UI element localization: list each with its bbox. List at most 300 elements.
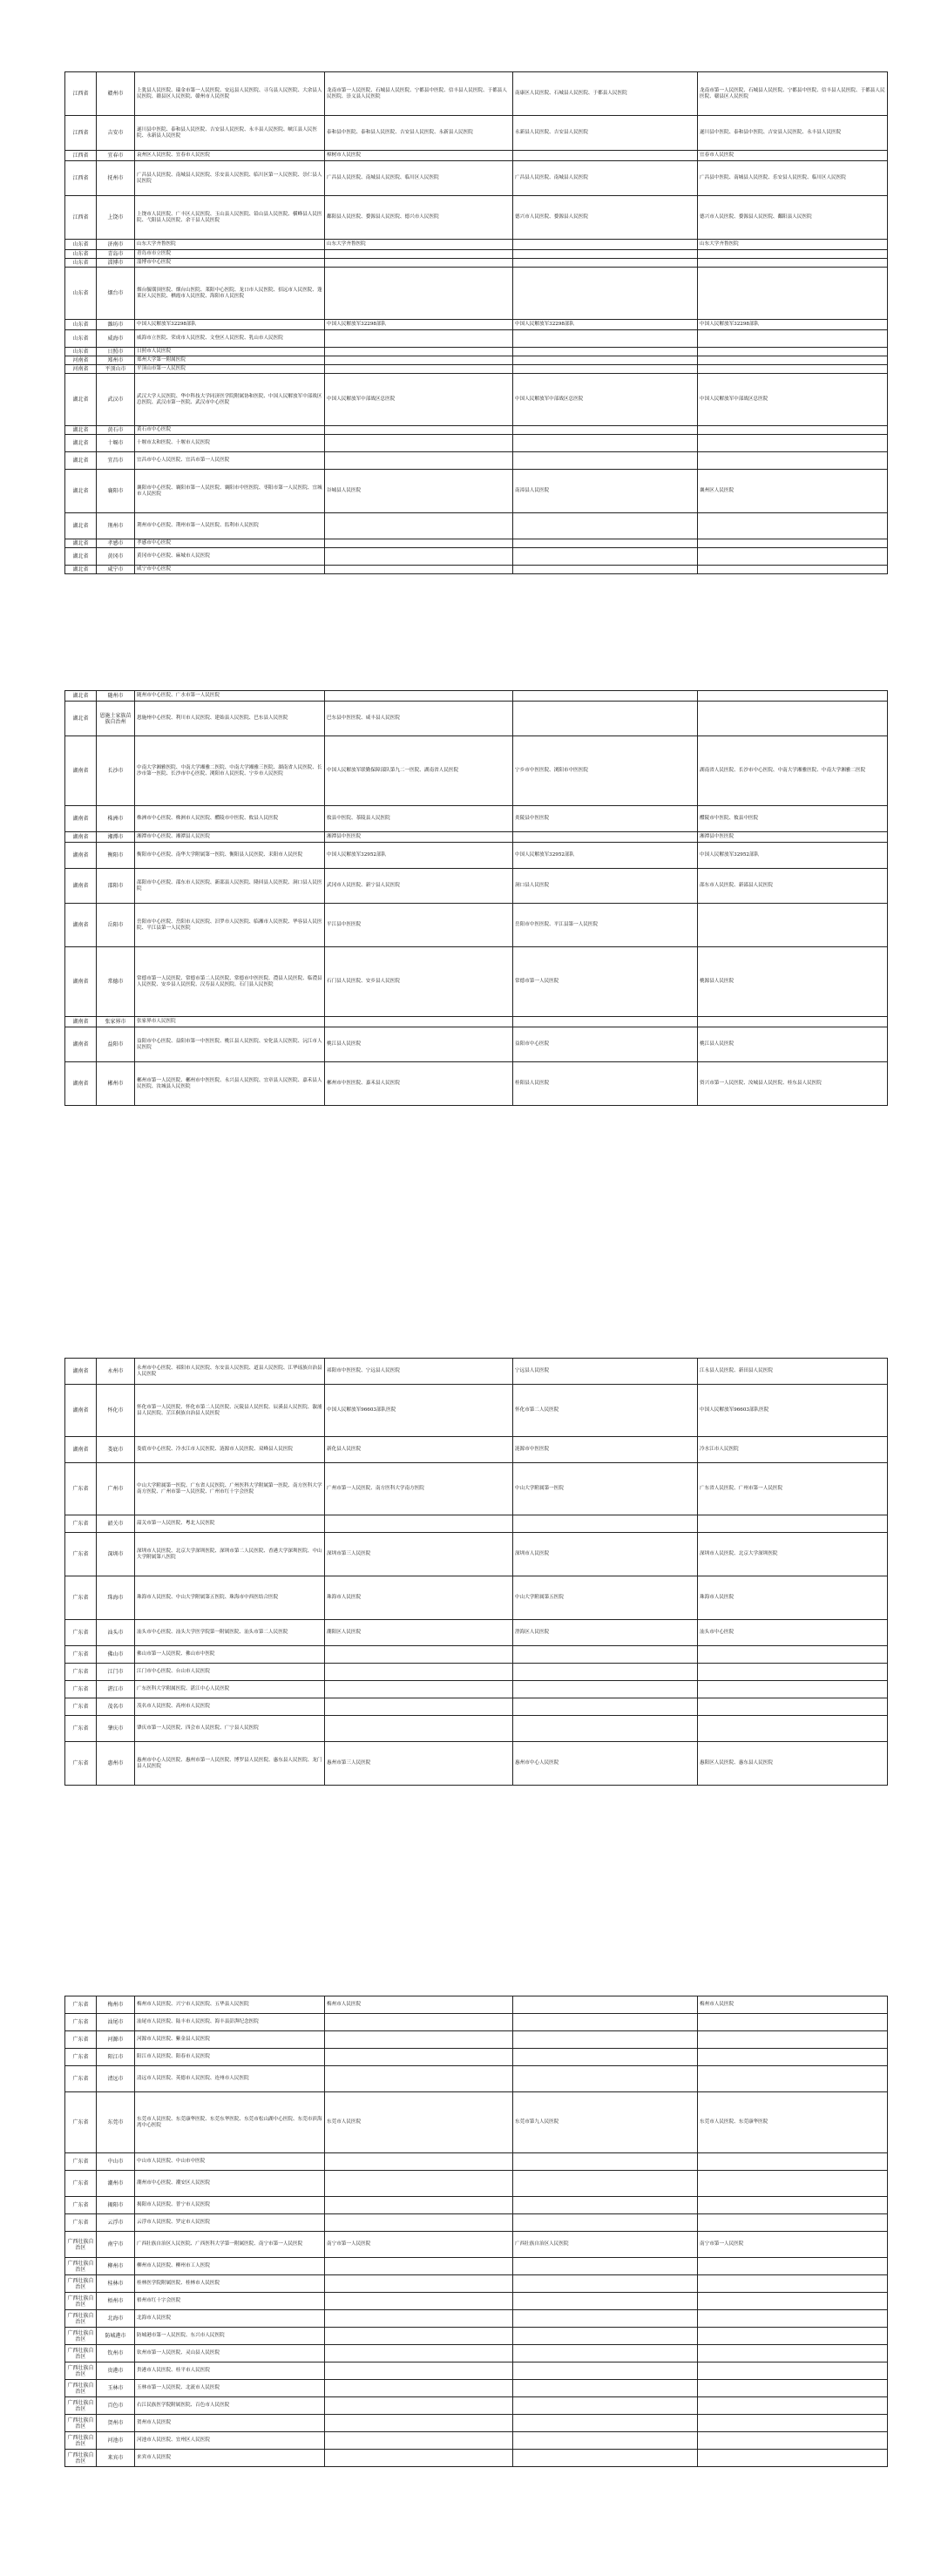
city-cell: 汕尾市 <box>97 2014 135 2031</box>
city-cell: 日照市 <box>97 348 135 356</box>
hospital-list-cell <box>325 2328 513 2345</box>
province-cell: 湖南省 <box>65 947 97 1017</box>
hospital-list-cell: 广西壮族自治区人民医院 <box>513 2232 698 2258</box>
hospital-list-cell: 梅州市人民医院 <box>698 1996 888 2014</box>
hospital-list-cell <box>325 566 513 574</box>
hospital-list-cell <box>513 2049 698 2066</box>
hospital-list-cell <box>325 2049 513 2066</box>
hospital-list-cell: 贵港市人民医院、桂平市人民医院 <box>135 2362 325 2380</box>
hospital-list-cell <box>325 2345 513 2362</box>
table-row <box>65 259 888 268</box>
province-cell: 河南省 <box>65 365 97 374</box>
hospital-list-cell: 广州市第一人民医院、南方医科大学南方医院 <box>325 1463 513 1515</box>
hospital-list-cell: 黄冈市中心医院、麻城市人民医院 <box>135 548 325 566</box>
hospital-list-cell: 郴州市第一人民医院、郴州市中医医院、永兴县人民医院、宜章县人民医院、嘉禾县人民医院、汝城县人民医院 <box>135 1062 325 1106</box>
hospital-list-cell <box>325 1664 513 1681</box>
hospital-list-cell <box>325 691 513 702</box>
hospital-list-cell: 袁州区人民医院、宜春市人民医院 <box>135 151 325 161</box>
hospital-list-cell: 珠海市人民医院、中山大学附属第五医院、珠海市中西医结合医院 <box>135 1576 325 1620</box>
hospital-list-cell: 上犹县人民医院、瑞金市第一人民医院、安远县人民医院、寻乌县人民医院、大余县人民医院、赣县区人民医院、赣州市人民医院 <box>135 72 325 116</box>
hospital-list-cell: 中国人民解放军中部战区总医院 <box>698 374 888 426</box>
hospital-list-cell: 中国人民解放军32298部队 <box>135 320 325 330</box>
hospital-list-cell <box>513 2275 698 2293</box>
table-row <box>65 1385 888 1437</box>
hospital-list-cell: 广昌县人民医院、南城县人民医院、乐安县人民医院、临川区第一人民医院、崇仁县人民医院 <box>135 161 325 196</box>
table-row <box>65 1576 888 1620</box>
hospital-list-cell <box>698 1664 888 1681</box>
province-cell: 广西壮族自治区 <box>65 2293 97 2310</box>
province-cell: 江西省 <box>65 151 97 161</box>
hospital-list-cell: 永新县人民医院、吉安县人民医院 <box>513 116 698 151</box>
hospital-list-cell: 湘潭县中医医院 <box>698 832 888 843</box>
city-cell: 江门市 <box>97 1664 135 1681</box>
hospital-list-cell: 邵阳市中心医院、邵东市人民医院、新邵县人民医院、隆回县人民医院、洞口县人民医院 <box>135 869 325 904</box>
table-row <box>65 904 888 947</box>
city-cell: 揭阳市 <box>97 2197 135 2214</box>
city-cell: 潍坊市 <box>97 320 135 330</box>
hospital-list-cell <box>325 2066 513 2092</box>
province-cell: 广东省 <box>65 1620 97 1646</box>
hospital-list-cell: 鄱阳县人民医院、婺源县人民医院、德兴市人民医院 <box>325 196 513 240</box>
table-row <box>65 2153 888 2171</box>
hospital-list-cell <box>325 2014 513 2031</box>
hospital-list-cell <box>513 2328 698 2345</box>
hospital-list-cell <box>698 2293 888 2310</box>
city-cell: 襄阳市 <box>97 470 135 513</box>
hospital-list-cell: 岳阳市中医医院、平江县第一人民医院 <box>513 904 698 947</box>
province-cell: 湖北省 <box>65 452 97 470</box>
hospital-list-cell: 中国人民解放军32298部队 <box>513 320 698 330</box>
city-cell: 南宁市 <box>97 2232 135 2258</box>
province-cell: 湖南省 <box>65 843 97 869</box>
province-cell: 广西壮族自治区 <box>65 2275 97 2293</box>
hospital-list-cell: 深圳市第三人民医院 <box>325 1533 513 1576</box>
table-row <box>65 2328 888 2345</box>
hospital-list-cell: 怀化市第一人民医院、怀化市第二人民医院、沅陵县人民医院、辰溪县人民医院、溆浦县人民医院、芷江侗族自治县人民医院 <box>135 1385 325 1437</box>
table-row <box>65 1515 888 1533</box>
province-cell: 湖南省 <box>65 1359 97 1385</box>
hospital-list-cell: 桂林医学院附属医院、桂林市人民医院 <box>135 2275 325 2293</box>
hospital-list-cell: 株洲市中心医院、株洲市人民医院、醴陵市中医院、攸县人民医院 <box>135 806 325 832</box>
city-cell: 清远市 <box>97 2066 135 2092</box>
city-cell: 淄博市 <box>97 259 135 268</box>
table-row <box>65 1533 888 1576</box>
city-cell: 茂名市 <box>97 1698 135 1716</box>
province-cell: 湖南省 <box>65 904 97 947</box>
hospital-list-cell: 惠州市中心人民医院 <box>513 1742 698 1786</box>
table-row <box>65 566 888 574</box>
hospital-list-cell <box>513 268 698 320</box>
table-row <box>65 1359 888 1385</box>
hospital-list-cell: 宁乡市中医医院、浏阳市中医医院 <box>513 736 698 806</box>
hospital-list-cell: 烟台毓璜顶医院、烟台山医院、莱阳中心医院、龙口市人民医院、招远市人民医院、蓬莱区人民医院、栖霞市人民医院、海阳市人民医院 <box>135 268 325 320</box>
hospital-list-cell <box>698 2397 888 2415</box>
province-cell: 广西壮族自治区 <box>65 2310 97 2328</box>
hospital-list-cell <box>698 1698 888 1716</box>
table-row <box>65 1681 888 1698</box>
city-cell: 邵阳市 <box>97 869 135 904</box>
hospital-list-cell <box>513 548 698 566</box>
hospital-list-cell: 益阳市中心医院、益阳市第一中医医院、桃江县人民医院、安化县人民医院、沅江市人民医院 <box>135 1027 325 1062</box>
province-cell: 广东省 <box>65 2197 97 2214</box>
city-cell: 云浮市 <box>97 2214 135 2232</box>
city-cell: 张家界市 <box>97 1017 135 1027</box>
hospital-list-cell <box>325 2293 513 2310</box>
hospital-list-cell: 南宁市第一人民医院 <box>698 2232 888 2258</box>
hospital-list-cell: 永州市中心医院、祁阳市人民医院、东安县人民医院、道县人民医院、江华瑶族自治县人民医院 <box>135 1359 325 1385</box>
hospital-list-cell <box>513 2345 698 2362</box>
city-cell: 桂林市 <box>97 2275 135 2293</box>
hospital-list-cell <box>513 1515 698 1533</box>
province-cell: 湖北省 <box>65 548 97 566</box>
province-cell: 广东省 <box>65 1681 97 1698</box>
province-cell: 湖南省 <box>65 1437 97 1463</box>
hospital-list-cell: 宜昌市中心人民医院、宜昌市第一人民医院 <box>135 452 325 470</box>
hospital-list-cell: 中国人民解放军32952部队 <box>698 843 888 869</box>
city-cell: 佛山市 <box>97 1646 135 1664</box>
hospital-list-cell: 柳州市人民医院、柳州市工人医院 <box>135 2258 325 2275</box>
province-cell: 湖北省 <box>65 470 97 513</box>
table-page-2 <box>64 690 887 1106</box>
hospital-list-cell: 新化县人民医院 <box>325 1437 513 1463</box>
table-row <box>65 2415 888 2432</box>
city-cell: 梧州市 <box>97 2293 135 2310</box>
hospital-list-cell <box>698 2258 888 2275</box>
hospital-list-cell <box>513 1646 698 1664</box>
hospital-list-cell <box>325 2415 513 2432</box>
city-cell: 河源市 <box>97 2031 135 2049</box>
hospital-list-cell: 梅州市人民医院、兴宁市人民医院、五华县人民医院 <box>135 1996 325 2014</box>
province-cell: 广西壮族自治区 <box>65 2258 97 2275</box>
hospital-list-cell <box>698 365 888 374</box>
hospital-list-cell <box>513 348 698 356</box>
hospital-list-cell: 中国人民解放军32952部队 <box>325 843 513 869</box>
hospital-list-cell <box>325 365 513 374</box>
hospital-list-cell: 清远市人民医院、英德市人民医院、连州市人民医院 <box>135 2066 325 2092</box>
table-row <box>65 548 888 566</box>
hospital-list-cell <box>698 1646 888 1664</box>
hospital-list-cell: 中国人民解放军32298部队 <box>698 320 888 330</box>
hospital-list-cell <box>513 151 698 161</box>
table-row <box>65 348 888 356</box>
hospital-list-cell <box>698 268 888 320</box>
hospital-list-cell <box>325 1646 513 1664</box>
hospital-list-cell <box>698 2380 888 2397</box>
hospital-list-cell <box>513 2397 698 2415</box>
table-row <box>65 2380 888 2397</box>
table-row <box>65 330 888 348</box>
hospital-list-cell: 梧州市红十字会医院 <box>135 2293 325 2310</box>
hospital-list-cell: 茂名市人民医院、高州市人民医院 <box>135 1698 325 1716</box>
hospital-list-cell: 山东大学齐鲁医院 <box>135 240 325 250</box>
city-cell: 百色市 <box>97 2397 135 2415</box>
hospital-list-cell <box>325 2275 513 2293</box>
hospital-list-cell <box>325 1515 513 1533</box>
hospital-list-cell: 武冈市人民医院、新宁县人民医院 <box>325 869 513 904</box>
hospital-list-cell: 中国人民解放军96603部队医院 <box>698 1385 888 1437</box>
hospital-list-cell <box>698 2214 888 2232</box>
province-cell: 广东省 <box>65 1664 97 1681</box>
table-row <box>65 2014 888 2031</box>
table-row <box>65 2293 888 2310</box>
city-cell: 随州市 <box>97 691 135 702</box>
province-cell: 广东省 <box>65 2066 97 2092</box>
hospital-list-cell <box>513 702 698 736</box>
hospital-list-cell: 云浮市人民医院、罗定市人民医院 <box>135 2214 325 2232</box>
province-cell: 广东省 <box>65 1515 97 1533</box>
city-cell: 上饶市 <box>97 196 135 240</box>
hospital-list-cell: 巴东县中医医院、咸丰县人民医院 <box>325 702 513 736</box>
city-cell: 汕头市 <box>97 1620 135 1646</box>
hospital-list-cell: 江门市中心医院、台山市人民医院 <box>135 1664 325 1681</box>
hospital-list-cell: 汕头市中心医院 <box>698 1620 888 1646</box>
city-cell: 济南市 <box>97 240 135 250</box>
city-cell: 恩施土家族苗族自治州 <box>97 702 135 736</box>
hospital-list-cell <box>325 2197 513 2214</box>
province-cell: 湖北省 <box>65 513 97 539</box>
hospital-list-cell <box>698 2049 888 2066</box>
hospital-list-cell <box>698 513 888 539</box>
table-row <box>65 2450 888 2467</box>
hospital-list-cell <box>513 356 698 365</box>
hospital-list-cell <box>698 1716 888 1742</box>
city-cell: 常德市 <box>97 947 135 1017</box>
table-row <box>65 116 888 151</box>
province-cell: 湖南省 <box>65 832 97 843</box>
province-cell: 湖南省 <box>65 1027 97 1062</box>
city-cell: 郑州市 <box>97 356 135 365</box>
hospital-list-cell: 珠海市人民医院 <box>325 1576 513 1620</box>
table-row <box>65 1716 888 1742</box>
table-row <box>65 1646 888 1664</box>
hospital-list-cell: 平江县中医医院 <box>325 904 513 947</box>
hospital-list-cell: 咸宁市中心医院 <box>135 566 325 574</box>
province-cell: 广东省 <box>65 1698 97 1716</box>
hospital-list-cell <box>698 2345 888 2362</box>
province-cell: 广东省 <box>65 2092 97 2153</box>
province-cell: 湖北省 <box>65 566 97 574</box>
hospital-list-cell <box>513 330 698 348</box>
hospital-list-cell <box>698 2031 888 2049</box>
hospital-list-cell: 深圳市人民医院 <box>513 1533 698 1576</box>
hospital-list-cell: 中国人民解放军32952部队 <box>513 843 698 869</box>
hospital-list-cell: 肇庆市第一人民医院、四会市人民医院、广宁县人民医院 <box>135 1716 325 1742</box>
hospital-list-cell: 东莞市人民医院 <box>325 2092 513 2153</box>
hospital-list-cell: 玉林市第一人民医院、北流市人民医院 <box>135 2380 325 2397</box>
table-row <box>65 1062 888 1106</box>
hospital-list-cell: 洞口县人民医院 <box>513 869 698 904</box>
table-row <box>65 2345 888 2362</box>
hospital-list-cell <box>513 259 698 268</box>
province-cell: 广西壮族自治区 <box>65 2450 97 2467</box>
hospital-list-cell: 遂川县中医院、泰和县中医院、吉安县人民医院、永丰县人民医院 <box>698 116 888 151</box>
hospital-list-cell <box>325 2171 513 2197</box>
hospital-list-cell <box>698 2014 888 2031</box>
hospital-list-cell <box>698 2171 888 2197</box>
hospital-list-cell <box>698 330 888 348</box>
table-row <box>65 843 888 869</box>
hospital-list-cell: 中山大学附属第一医院 <box>513 1463 698 1515</box>
hospital-list-cell: 桃源县人民医院 <box>698 947 888 1017</box>
table-row <box>65 1664 888 1681</box>
table-row <box>65 196 888 240</box>
city-cell: 阳江市 <box>97 2049 135 2066</box>
hospital-list-cell <box>513 2197 698 2214</box>
table-row <box>65 2066 888 2092</box>
hospital-list-cell <box>325 348 513 356</box>
hospital-list-cell <box>513 2153 698 2171</box>
province-cell: 广西壮族自治区 <box>65 2415 97 2432</box>
province-cell: 江西省 <box>65 196 97 240</box>
hospital-list-cell: 北海市人民医院 <box>135 2310 325 2328</box>
hospital-list-cell <box>325 2310 513 2328</box>
hospital-list-cell: 深圳市人民医院、北京大学深圳医院 <box>698 1533 888 1576</box>
hospital-list-cell: 广东省人民医院、广州市第一人民医院 <box>698 1463 888 1515</box>
hospital-list-cell: 龙南市第一人民医院、石城县人民医院、宁都县中医院、信丰县人民医院、于都县人民医院、崇义县人民医院 <box>325 72 513 116</box>
province-cell: 湖北省 <box>65 426 97 435</box>
hospital-list-cell: 龙南市第一人民医院、石城县人民医院、宁都县中医院、信丰县人民医院、于都县人民医院、赣县区人民医院 <box>698 72 888 116</box>
table-row <box>65 2397 888 2415</box>
hospital-list-cell: 广东医科大学附属医院、湛江中心人民医院 <box>135 1681 325 1698</box>
city-cell: 抚州市 <box>97 161 135 196</box>
hospital-list-cell: 惠阳区人民医院、惠东县人民医院 <box>698 1742 888 1786</box>
hospital-list-cell <box>513 1664 698 1681</box>
table-row <box>65 435 888 452</box>
hospital-list-cell <box>698 702 888 736</box>
city-cell: 钦州市 <box>97 2345 135 2362</box>
city-cell: 黄石市 <box>97 426 135 435</box>
hospital-list-cell: 郑州大学第一附属医院 <box>135 356 325 365</box>
table-row <box>65 2031 888 2049</box>
hospital-list-cell <box>325 426 513 435</box>
province-cell: 湖北省 <box>65 374 97 426</box>
city-cell: 青岛市 <box>97 250 135 259</box>
city-cell: 贺州市 <box>97 2415 135 2432</box>
hospital-list-cell: 桂阳县人民医院 <box>513 1062 698 1106</box>
table-row <box>65 1017 888 1027</box>
table-row <box>65 947 888 1017</box>
hospital-list-cell <box>325 2214 513 2232</box>
city-cell: 十堰市 <box>97 435 135 452</box>
hospital-list-cell: 随州市中心医院、广水市第一人民医院 <box>135 691 325 702</box>
hospital-list-cell <box>698 2197 888 2214</box>
hospital-list-cell: 中山市人民医院、中山市中医院 <box>135 2153 325 2171</box>
province-cell: 广东省 <box>65 1533 97 1576</box>
hospital-list-cell <box>698 904 888 947</box>
city-cell: 赣州市 <box>97 72 135 116</box>
hospital-list-cell <box>698 548 888 566</box>
hospital-list-cell <box>513 691 698 702</box>
hospital-list-cell: 珠海市人民医院 <box>698 1576 888 1620</box>
hospital-list-cell: 南漳县人民医院 <box>513 470 698 513</box>
hospital-list-cell: 上饶市人民医院、广丰区人民医院、玉山县人民医院、铅山县人民医院、横峰县人民医院、弋阳县人民医院、余干县人民医院 <box>135 196 325 240</box>
hospital-list-cell <box>325 250 513 259</box>
hospital-list-cell <box>513 2066 698 2092</box>
table-row <box>65 2310 888 2328</box>
city-cell: 玉林市 <box>97 2380 135 2397</box>
city-cell: 来宾市 <box>97 2450 135 2467</box>
hospital-list-cell: 河池市人民医院、宜州区人民医院 <box>135 2432 325 2450</box>
city-cell: 荆州市 <box>97 513 135 539</box>
hospital-list-cell: 中国人民解放军联勤保障部队第九二一医院、湖南省人民医院 <box>325 736 513 806</box>
province-cell: 广东省 <box>65 2049 97 2066</box>
city-cell: 长沙市 <box>97 736 135 806</box>
hospital-list-cell: 广西壮族自治区人民医院、广西医科大学第一附属医院、南宁市第一人民医院 <box>135 2232 325 2258</box>
province-cell: 江西省 <box>65 161 97 196</box>
hospital-list-cell: 中国人民解放军32298部队 <box>325 320 513 330</box>
hospital-list-cell <box>513 2258 698 2275</box>
hospital-list-cell <box>513 566 698 574</box>
city-cell: 贵港市 <box>97 2362 135 2380</box>
hospital-list-cell <box>513 1996 698 2014</box>
city-cell: 娄底市 <box>97 1437 135 1463</box>
hospital-list-cell: 青岛市市立医院 <box>135 250 325 259</box>
hospital-list-cell: 淄博市中心医院 <box>135 259 325 268</box>
city-cell: 柳州市 <box>97 2258 135 2275</box>
table-row <box>65 2092 888 2153</box>
hospital-list-cell: 梅州市人民医院 <box>325 1996 513 2014</box>
city-cell: 岳阳市 <box>97 904 135 947</box>
hospital-list-cell <box>325 2380 513 2397</box>
hospital-list-cell: 钦州市第一人民医院、灵山县人民医院 <box>135 2345 325 2362</box>
hospital-list-cell <box>698 356 888 365</box>
hospital-list-cell: 山东大学齐鲁医院 <box>698 240 888 250</box>
hospital-list-cell <box>513 539 698 548</box>
hospital-list-cell <box>698 2310 888 2328</box>
province-cell: 江西省 <box>65 72 97 116</box>
hospital-list-cell: 孝感市中心医院 <box>135 539 325 548</box>
table-row <box>65 2049 888 2066</box>
hospital-list-cell <box>698 1515 888 1533</box>
table-row <box>65 1742 888 1786</box>
city-cell: 宜春市 <box>97 151 135 161</box>
table-row <box>65 365 888 374</box>
hospital-list-cell: 汕尾市人民医院、陆丰市人民医院、海丰县彭湃纪念医院 <box>135 2014 325 2031</box>
hospital-list-cell <box>698 2066 888 2092</box>
hospital-list-cell <box>513 435 698 452</box>
hospital-list-cell: 攸县中医院、茶陵县人民医院 <box>325 806 513 832</box>
hospital-list-cell: 郴州市中医医院、嘉禾县人民医院 <box>325 1062 513 1106</box>
table-row <box>65 268 888 320</box>
hospital-list-cell: 广昌县中医院、南城县人民医院、乐安县人民医院、临川区人民医院 <box>698 161 888 196</box>
province-cell: 湖南省 <box>65 1385 97 1437</box>
city-cell: 防城港市 <box>97 2328 135 2345</box>
province-cell: 山东省 <box>65 330 97 348</box>
city-cell: 吉安市 <box>97 116 135 151</box>
city-cell: 北海市 <box>97 2310 135 2328</box>
hospital-list-cell <box>698 2432 888 2450</box>
province-cell: 山东省 <box>65 348 97 356</box>
city-cell: 惠州市 <box>97 1742 135 1786</box>
hospital-list-cell <box>325 435 513 452</box>
hospital-list-cell <box>325 259 513 268</box>
table-row <box>65 320 888 330</box>
hospital-list-cell: 澄海区人民医院 <box>513 1620 698 1646</box>
hospital-list-cell <box>513 2171 698 2197</box>
hospital-list-cell <box>513 1716 698 1742</box>
hospital-list-cell: 江永县人民医院、新田县人民医院 <box>698 1359 888 1385</box>
city-cell: 怀化市 <box>97 1385 135 1437</box>
hospital-list-cell <box>698 2450 888 2467</box>
hospital-list-cell: 岳阳市中心医院、岳阳市人民医院、汨罗市人民医院、临湘市人民医院、华容县人民医院、平江县第一人民医院 <box>135 904 325 947</box>
city-cell: 广州市 <box>97 1463 135 1515</box>
hospital-table <box>64 71 888 574</box>
city-cell: 株洲市 <box>97 806 135 832</box>
hospital-list-cell <box>513 2310 698 2328</box>
hospital-list-cell <box>325 2258 513 2275</box>
province-cell: 湖南省 <box>65 1017 97 1027</box>
city-cell: 东莞市 <box>97 2092 135 2153</box>
